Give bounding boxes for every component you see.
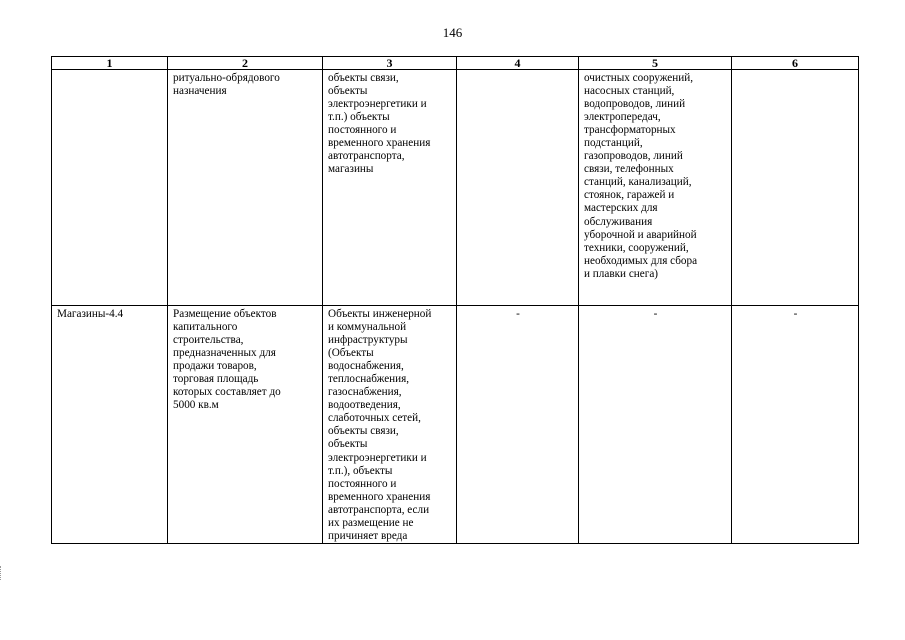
cell-text-line: магазины [328, 163, 374, 176]
cell-text-line: теплоснабжения, [328, 373, 410, 386]
cell-text-line: автотранспорта, если [328, 503, 430, 516]
cell-text-line: объекты [328, 85, 368, 98]
column-header: 1 [52, 57, 168, 70]
cell-text-line: продажи товаров, [173, 360, 257, 373]
table-cell [732, 70, 859, 306]
cell-text-line: - [516, 308, 520, 320]
column-header: 3 [323, 57, 457, 70]
table-cell [52, 70, 168, 306]
cell-text-line: слаботочных сетей, [328, 412, 421, 425]
cell-text-line: очистных сооружений, [584, 72, 694, 84]
cell-text-line: водоотведения, [328, 399, 401, 412]
cell-text-line: капитального [173, 321, 238, 334]
cell-text-line: необходимых для сбора [584, 254, 698, 267]
table-cell [457, 306, 579, 544]
cell-text-line: станций, канализаций, [584, 176, 692, 189]
cell-text-line: и коммунальной [328, 321, 407, 334]
cell-text-line: газоснабжения, [328, 386, 402, 399]
table-cell [323, 306, 457, 544]
document-table [51, 56, 859, 544]
cell-text-line: причиняет вреда [328, 529, 408, 542]
table-row [52, 306, 859, 544]
cell-text-line: подстанций, [584, 137, 643, 150]
cell-text-line: объекты связи, [328, 72, 399, 84]
header-row [52, 57, 859, 70]
cell-text-line: временного хранения [328, 490, 431, 503]
cell-text-line: стоянок, гаражей и [584, 189, 675, 202]
cell-text-line: мастерских для [584, 202, 658, 215]
cell-text-line: 5000 кв.м [173, 399, 219, 412]
table-cell [732, 306, 859, 544]
cell-text-line: автотранспорта, [328, 150, 405, 163]
cell-text-line: постоянного и [328, 124, 397, 137]
cell-text-line: их размещение не [328, 516, 414, 529]
cell-text-line: т.п.) объекты [328, 111, 390, 124]
cell-text-line: инфраструктуры [328, 334, 408, 347]
table-cell [457, 70, 579, 306]
cell-text-line: обслуживания [584, 215, 653, 228]
cell-text-line: водоснабжения, [328, 360, 404, 373]
cell-text-line: ритуально-обрядового [173, 72, 280, 84]
cell-text-line: и плавки снега) [584, 267, 659, 280]
cell-text-line: объекты [328, 438, 368, 451]
cell-text-line: уборочной и аварийной [584, 228, 697, 241]
cell-text-line: электропередач, [584, 111, 661, 124]
cell-text-line: строительства, [173, 334, 244, 347]
cell-text-line: (Объекты [328, 347, 374, 360]
cell-text-line: связи, телефонных [584, 163, 674, 176]
table-cell [52, 306, 168, 544]
cell-text-line: Размещение объектов [173, 308, 277, 320]
cell-text-line: электроэнергетики и [328, 98, 427, 111]
table-cell [168, 306, 323, 544]
cell-text-line: временного хранения [328, 137, 431, 150]
cell-text-line: предназначенных для [173, 347, 276, 360]
cell-text-line: т.п.), объекты [328, 464, 393, 477]
cell-text-line: постоянного и [328, 477, 397, 490]
table-row [52, 70, 859, 306]
column-header: 4 [457, 57, 579, 70]
cell-text-line: которых составляет до [173, 386, 281, 399]
table-cell [168, 70, 323, 306]
cell-text-line: - [793, 308, 798, 320]
cell-text-line: трансформаторных [584, 124, 676, 137]
column-header: 6 [732, 57, 859, 70]
column-header: 5 [579, 57, 732, 70]
cell-text-line: насосных станций, [584, 85, 675, 98]
cell-text-line: торговая площадь [173, 373, 259, 386]
cell-text-line: водопроводов, линий [584, 98, 686, 111]
table-cell [579, 70, 732, 306]
table-cell [323, 70, 457, 306]
cell-text-line: Магазины-4.4 [57, 308, 124, 320]
column-header: 2 [168, 57, 323, 70]
cell-text-line: электроэнергетики и [328, 451, 427, 464]
cell-text-line: назначения [173, 85, 227, 98]
cell-text-line: объекты связи, [328, 425, 399, 438]
cell-text-line: газопроводов, линий [584, 150, 683, 163]
cell-text-line: - [653, 308, 658, 320]
page-number: 146 [442, 25, 463, 40]
margin-mark [0, 566, 5, 580]
cell-text-line: Объекты инженерной [328, 308, 432, 320]
table-cell [579, 306, 732, 544]
cell-text-line: техники, сооружений, [584, 241, 689, 254]
